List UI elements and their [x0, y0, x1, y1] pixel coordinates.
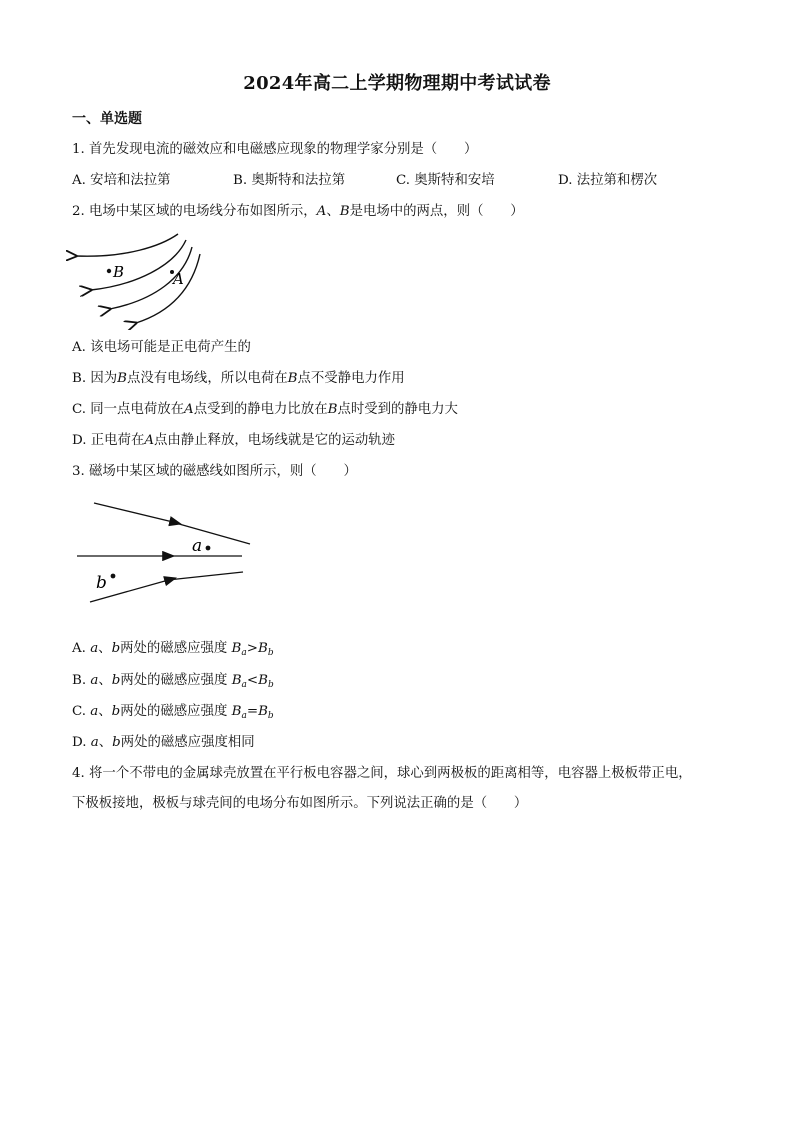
question-1-stem: 1. 首先发现电流的磁效应和电磁感应现象的物理学家分别是（ ） — [72, 142, 478, 157]
question-4-stem-line-1: 4. 将一个不带电的金属球壳放置在平行板电容器之间，球心到两极板的距离相等，电容器上极板带正电， — [72, 766, 692, 781]
point-b-label: b — [96, 573, 107, 593]
question-3-stem: 3. 磁场中某区域的磁感线如图所示，则（ ） — [72, 464, 357, 479]
question-1-option-c: C. 奥斯特和安培 — [396, 173, 495, 188]
question-1-option-d: D. 法拉第和楞次 — [558, 173, 658, 188]
question-2-option-d: D. 正电荷在A点由静止释放，电场线就是它的运动轨迹 — [72, 433, 396, 448]
question-2-option-b: B. 因为B点没有电场线，所以电荷在B点不受静电力作用 — [72, 371, 405, 386]
question-3-option-a: A. a、b两处的磁感应强度 $B_a>B_b$ — [72, 641, 274, 658]
question-3-option-d: D. a、b两处的磁感应强度相同 — [72, 735, 255, 750]
exam-title: 2024年高二上学期物理期中考试试卷 — [243, 73, 551, 94]
field-line-upper — [172, 522, 250, 544]
electric-field-lines-figure — [66, 230, 216, 330]
question-2-stem: 2. 电场中某区域的电场线分布如图所示，A、B是电场中的两点，则（ ） — [72, 204, 524, 219]
field-line-4 — [136, 254, 200, 323]
point-a-label: a — [192, 536, 203, 556]
field-line-lower — [168, 572, 243, 580]
point-b-label: B — [113, 263, 125, 281]
point-a-dot — [206, 546, 211, 551]
question-2-option-c: C. 同一点电荷放在A点受到的静电力比放在B点时受到的静电力大 — [72, 402, 458, 417]
magnetic-field-lines-figure — [72, 495, 262, 615]
question-1-option-b: B. 奥斯特和法拉第 — [233, 173, 346, 188]
question-2-option-a: A. 该电场可能是正电荷产生的 — [72, 340, 251, 355]
field-line-2 — [91, 240, 186, 290]
question-1-option-a: A. 安培和法拉第 — [72, 173, 171, 188]
question-3-option-c: C. a、b两处的磁感应强度 $B_a=B_b$ — [72, 704, 274, 721]
point-b-dot — [107, 269, 111, 273]
section-heading: 一、单选题 — [72, 111, 142, 127]
question-4-stem-line-2: 下极板接地，极板与球壳间的电场分布如图所示。下列说法正确的是（ ） — [72, 796, 528, 811]
point-b-dot — [111, 574, 116, 579]
field-line-1 — [76, 234, 178, 256]
point-a-label: A — [173, 270, 184, 288]
question-3-option-b: B. a、b两处的磁感应强度 $B_a<B_b$ — [72, 673, 274, 690]
field-line-upper-arrow — [94, 503, 177, 523]
